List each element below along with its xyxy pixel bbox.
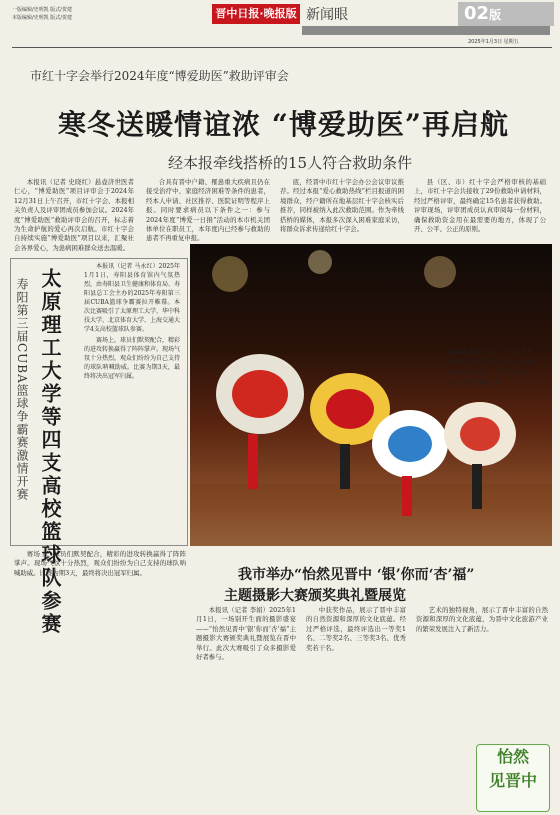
section-title: 新闻眼	[306, 7, 348, 23]
basketball-paragraph: 赛场上，球员们默契配合，精彩的进攻转换赢得了阵阵掌声。现场气氛十分热烈，观众们纷纷为自己支持的球队呐喊助威。比赛为期3天，最终将决出冠军归属。	[84, 337, 181, 380]
main-kicker: 市红十字会举行2024年度“博爱助医”救助评审会	[30, 69, 289, 83]
lion-dance-illustration	[190, 244, 552, 546]
header-banner	[302, 26, 550, 35]
main-paragraph: 本报讯（记者 史晓红）悬壶济世医者仁心，“博爱助医”项目评审会于2024年12月31日上午召开，市红十字会、本报相关负责人及评审团成员参加会议。2024年度“博爱助医”救助评审会的召开，标志着为生命护航的爱心再次启航。市红十字会自持续实施“博爱助医”项目以来，汇聚社会各界爱心，为患病困难群众送去温暖。	[14, 178, 134, 252]
main-column	[414, 178, 546, 236]
staff-line: 一版编辑/史明凯 版式/贺建	[12, 7, 72, 13]
photo-caption: 2024年12月31日，晋中大美乡村摄影大赛在寿阳县颁奖，舞狮表演为活动助兴，现场气氛热烈。记者 史晓红 摄	[448, 349, 533, 386]
main-paragraph: 合具有晋中户籍、罹患重大疾病且仍在接受治疗中、家庭经济困难等条件的患者，经本人申请、社区推荐、医院证明等程序上报。同时要求病员以下条件之一：参与2024年度“博爱一日捐”活动的本市机关团体单位在职员工，本年度内已经参与救助的患者不再重复申报。	[146, 178, 270, 243]
basketball-kicker: 寿阳第三届CUBA篮球争霸赛激情开赛	[15, 278, 29, 501]
photo-story-paragraph: 赛场上，球员们默契配合，精彩的进攻转换赢得了阵阵掌声。现场气氛十分热烈，观众们纷纷为自己支持的球队呐喊助威。比赛为期3天，最终将决出冠军归属。	[14, 550, 186, 577]
photo-story-paragraph: 艺术的独特视角，展示了晋中丰富的自然资源和深厚的文化底蕴，为晋中文化旅游产业的繁荣发展注入了新活力。	[416, 606, 548, 633]
photo-story-kicker: 我市举办“怡然见晋中 ‘银’你而‘杏’福”	[238, 567, 475, 583]
basketball-column	[84, 262, 180, 383]
page-number-value: 02	[464, 3, 490, 24]
page-number-suffix: 版	[489, 8, 502, 22]
main-column	[14, 178, 134, 255]
basketball-paragraph: 本报讯（记者 马永红）2025年1月1日，寿阳县体育馆内气氛热烈，由寿阳县卫生健康和体育局、寿阳县总工会主办的2025年寿阳第三届CUBA篮球争霸赛拉开帷幕。本次比赛吸引了太原理工大学、华中科技大学、北京体育大学、上海交通大学4支高校篮球队参赛。	[84, 263, 181, 333]
lion-dance-photo	[190, 244, 552, 546]
main-deck: 经本报牵线搭桥的15人符合救助条件	[168, 154, 413, 172]
event-logo-stamp	[476, 744, 550, 812]
main-column	[146, 178, 270, 246]
photo-story-column	[306, 606, 406, 655]
staff-line: 本版编辑/史明凯 版式/贺建	[12, 15, 72, 21]
basketball-headline: 太原理工大学等四支高校篮球队参赛	[38, 268, 62, 636]
stamp-line: 怡然	[496, 747, 529, 766]
photo-story-headline: 主题摄影大赛颁奖典礼暨展览	[224, 588, 406, 604]
masthead-staff	[12, 6, 72, 22]
stamp-line: 见晋中	[488, 771, 537, 790]
issue-date: 2025年1月3日 星期五	[468, 39, 519, 45]
main-headline: 寒冬送暖情谊浓 “博爱助医”再启航	[58, 108, 509, 141]
main-paragraph: 县（区、市）红十字会严格审核的基础上，市红十字会共接收了29份救助申请材料，经过严格评审，最终确定15名患者获得救助。评审现场，评审团成员认真审阅每一份材料，确保救助资金用在最需要的地方，体现了公开、公平、公正的原则。	[414, 178, 546, 234]
photo-story-column	[196, 606, 296, 664]
header-divider	[12, 47, 552, 48]
photo-story-column	[14, 550, 186, 580]
main-column	[280, 178, 404, 236]
main-paragraph: 底，经晋中市红十字会办公会议审议推荐。经过本报“爱心救助热线”栏目报道的困境群众，经户籍所在地基层红十字会核实后推荐，同样被纳入此次救助范围。作为牵线搭桥的媒体，本报多次深入困难家庭采访，将群众诉求传递给红十字会。	[280, 178, 404, 234]
newspaper-logo: 晋中日报·晚报版	[212, 4, 300, 24]
photo-story-paragraph: 本报讯（记者 李娟）2025年1月1日，一场别开生面的摄影盛宴——“怡然见晋中‘银’你而‘杏’福”主题摄影大赛颁奖典礼暨展览在晋中举行。此次大赛吸引了众多摄影爱好者参与。	[196, 606, 296, 662]
photo-story-paragraph: 中获奖作品，展示了晋中丰富的自然资源和深厚的文化底蕴。经过严格评选，最终评选出一等奖1名、二等奖2名、三等奖3名、优秀奖若干名。	[306, 606, 406, 652]
page-number	[458, 2, 554, 26]
photo-story-column	[416, 606, 548, 636]
